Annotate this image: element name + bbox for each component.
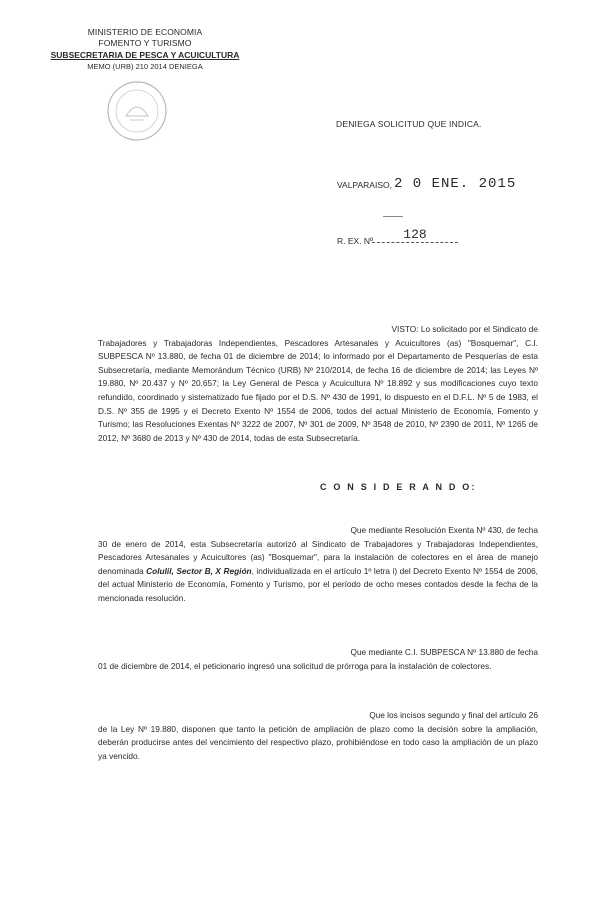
visto-paragraph: [98, 323, 538, 445]
considerando-heading: C O N S I D E R A N D O:: [320, 482, 477, 492]
considerando-1: [98, 524, 538, 606]
c1-body: [98, 538, 538, 606]
c1-body-a: 30 de enero de 2014, esta Subsecretaría autorizó al Sindicato de Trabajadores y Trabajadoras Independientes, Pescadores Artesanales y Acuicultores (as) "Bosquemar", para la instalación de colectores en el área de manejo denominada: [98, 538, 538, 576]
c3-body: de la Ley Nº 19.880, disponen que tanto la petición de ampliación de plazo como la decisión sobre la ampliación, deberán producirse antes del vencimiento del respectivo plazo, prohibiéndose en todo caso la ampliación de un plazo ya vencido.: [98, 723, 538, 761]
memo-reference: MEMO (URB) 210 2014 DENIEGA: [87, 62, 203, 71]
fomento-line: FOMENTO Y TURISMO: [98, 38, 192, 48]
c1-body-b: , individualizada en el artículo 1º letra i) del Decreto Exento Nº 1554 de 2006, del actual Ministerio de Economía, Fomento y Turismo, por el período de ocho meses contados desde la fecha de la mencionada resolución.: [98, 565, 538, 603]
c3-lead: Que los incisos segundo y final del artículo 26: [369, 710, 538, 720]
visto-lead: VISTO: Lo solicitado por el Sindicato de: [391, 324, 538, 334]
document-subject: DENIEGA SOLICITUD QUE INDICA.: [336, 119, 482, 129]
place-label: VALPARAISO,: [337, 180, 392, 190]
subsecretaria-line: SUBSECRETARIA DE PESCA Y ACUICULTURA: [50, 50, 240, 60]
stamp-mark: [383, 216, 403, 217]
resolution-number: 128: [372, 227, 458, 243]
issue-date-stamp: 2 0 ENE. 2015: [394, 176, 517, 192]
c1-area-name: Colulil, Sector B, X Región: [146, 565, 252, 576]
considerando-3: [98, 709, 538, 763]
c1-lead: Que mediante Resolución Exenta Nº 430, de fecha: [350, 525, 538, 535]
ministry-name: MINISTERIO DE ECONOMIA: [87, 27, 203, 37]
c2-lead: Que mediante C.I. SUBPESCA Nº 13.880 de fecha: [350, 647, 538, 657]
considerando-2: [98, 646, 538, 673]
c2-body: 01 de diciembre de 2014, el peticionario ingresó una solicitud de prórroga para la instalación de colectores.: [98, 660, 492, 671]
resolution-label: R. EX. Nº: [337, 236, 374, 246]
visto-body: Trabajadores y Trabajadoras Independientes, Pescadores Artesanales y Acuicultores (as) "Bosquemar", C.I. SUBPESCA Nº 13.880, de fecha 01 de diciembre de 2014; lo informado por el Departamento de Pesquerías de esta Subsecretaría, mediante Memorándum Técnico (URB) Nº 210/2014, de fecha 16 de diciembre de 2014; las Leyes Nº 19.880, Nº 20.437 y Nº 20.657; la Ley General de Pesca y Acuicultura Nº 18.892 y sus modificaciones cuyo texto refundido, coordinado y sistematizado fue fijado por el D.S. Nº 430 de 1991, lo dispuesto en el D.F.L. Nº 5 de 1983, el D.S. Nº 355 de 1995 y el Decreto Exento Nº 1554 de 2006, todos del actual Ministerio de Economía, Fomento y Turismo; las Resoluciones Exentas Nº 3222 de 2007, Nº 301 de 2009, Nº 3548 de 2010, Nº 2390 de 2011, Nº 1265 de 2012, Nº 3680 de 2013 y Nº 430 de 2014, todas de esta Subsecretaría.: [98, 337, 538, 443]
official-seal-icon: [106, 80, 168, 142]
